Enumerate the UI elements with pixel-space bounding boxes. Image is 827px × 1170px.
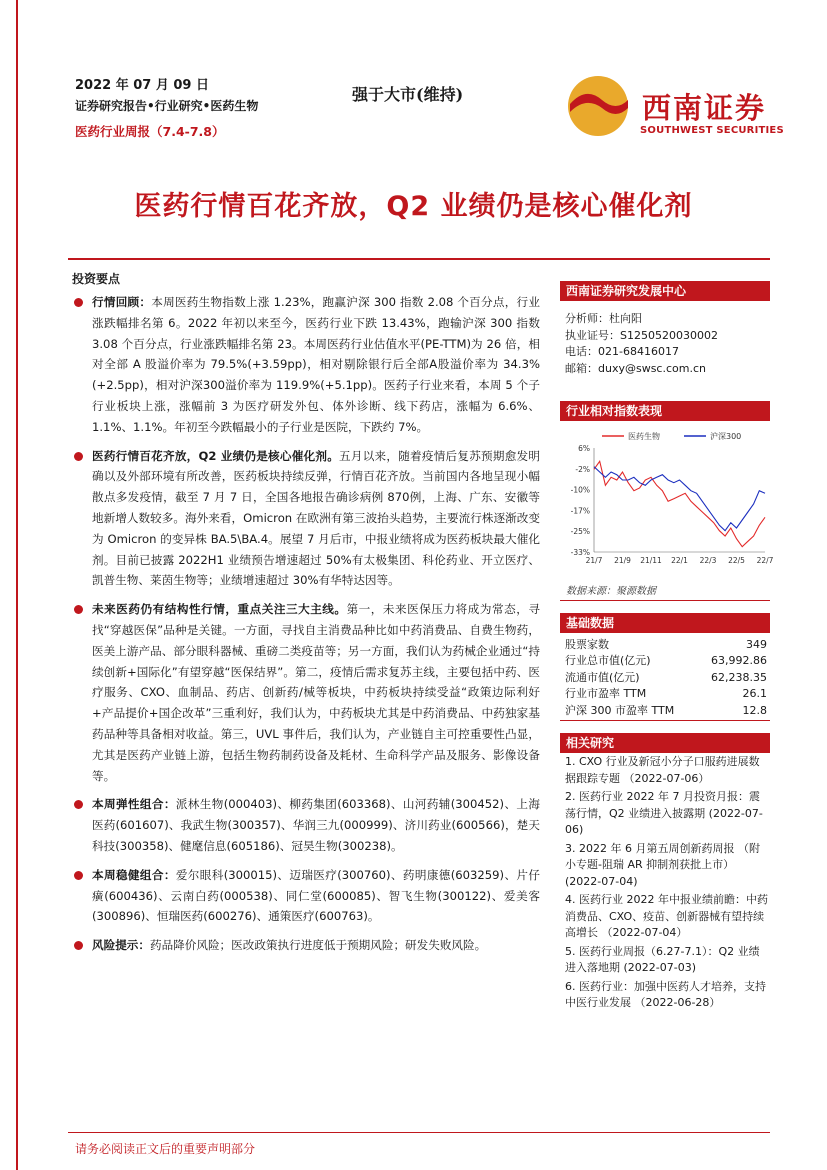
- legend-label: 医药生物: [628, 432, 660, 441]
- section-research-center: 西南证券研究发展中心: [560, 281, 770, 301]
- investment-points: [72, 292, 540, 964]
- point-lead: 行情回顾：: [92, 295, 152, 309]
- footer-divider: [68, 1132, 770, 1133]
- point-lead: 风险提示：: [92, 938, 150, 953]
- report-weekly: 医药行业周报（7.4-7.8）: [75, 124, 225, 139]
- x-tick-label: 21/7: [585, 556, 603, 565]
- point-risk: [72, 935, 540, 956]
- analyst-license: 执业证号：S1250520030002: [565, 328, 718, 342]
- section-divider: [560, 720, 770, 721]
- y-tick-label: 6%: [578, 444, 590, 453]
- row-label: 股票家数: [565, 638, 609, 651]
- point-lead: 医药行情百花齐放，Q2 业绩仍是核心催化剂。: [92, 448, 340, 463]
- row-label: 流通市值(亿元): [565, 670, 640, 684]
- row-value: 12.8: [742, 703, 767, 717]
- report-category: 证券研究报告•行业研究•医药生物: [75, 99, 259, 113]
- bullet-icon: [74, 941, 83, 950]
- row-label: 行业市盈率 TTM: [565, 687, 647, 701]
- report-title: 医药行情百花齐放，Q2 业绩仍是核心催化剂: [134, 191, 693, 222]
- point-market-review: [72, 292, 540, 438]
- series-line-pharma: [594, 461, 765, 546]
- bullet-icon: [74, 800, 83, 809]
- x-tick-label: 21/11: [640, 556, 662, 565]
- section-divider: [560, 600, 770, 601]
- table-row: [565, 637, 767, 653]
- section-basic-data: 基础数据: [560, 613, 770, 633]
- row-label: 沪深 300 市盈率 TTM: [565, 703, 675, 717]
- footer-disclaimer: 请务必阅读正文后的重要声明部分: [75, 1142, 256, 1156]
- related-research-list: [565, 754, 770, 1014]
- row-value: 349: [746, 638, 767, 651]
- table-row: [565, 703, 767, 719]
- x-tick-label: 21/9: [614, 556, 631, 565]
- section-heading-investment: 投资要点: [72, 272, 121, 286]
- point-text: 爱尔眼科(300015)、迈瑞医疗(300760)、药明康德(603259)、片仔癀(600436)、云南白药(000538)、同仁堂(600085)、智飞生物(300122)、爱美客(300896)、恒瑞医药(600276)、通策医疗(600763)。: [92, 867, 540, 924]
- y-tick-label: -25%: [570, 527, 590, 537]
- logo-text-en: SOUTHWEST SECURITIES: [640, 125, 784, 136]
- company-logo-icon: [566, 74, 630, 138]
- point-lead: 本周弹性组合：: [92, 797, 176, 812]
- basic-data-table: [565, 637, 767, 719]
- left-margin-line: [16, 0, 18, 1170]
- bullet-icon: [74, 452, 83, 461]
- point-elastic-portfolio: [72, 794, 540, 856]
- data-source: 数据来源：聚源数据: [566, 586, 656, 597]
- row-value: 63,992.86: [711, 654, 767, 668]
- related-item[interactable]: 4. 医药行业 2022 年中报业绩前瞻：中药消费品、CXO、疫苗、创新器械有望持续高增长 （2022-07-04）: [565, 893, 768, 939]
- table-row: [565, 686, 767, 702]
- point-lead: 未来医药仍有结构性行情，重点关注三大主线。: [92, 602, 347, 617]
- point-lead: 本周稳健组合：: [92, 867, 176, 882]
- analyst-email[interactable]: 邮箱：duxy@swsc.com.cn: [565, 361, 706, 375]
- point-text: 第一，未来医保压力将成为常态，寻找“穿越医保”品种是关键。一方面，寻找自主消费品种比如中药消费品、自费生物药，医美上游产品、部分眼科器械、重磅二类疫苗等；另一方面，我们认为药械企业通过“持续创新+国际化”有望穿越“医保结界”。第二，疫情后需求复苏主线，主要包括中药、医疗服务、CXO、血制品、药店、创新药/械等板块，中药板块持续受益“政策边际利好+产品提价+国企改革”三重利好，我们认为，中药板块尤其是中药消费品、中药独家基药品种等具备相对收益。第三，UVL 事件后，我们认为，产业链自主可控重要性凸显，尤其是医药产业链上游，包括生物药制药设备及耗材、生命科学产品及服务、影像设备等。: [92, 602, 540, 783]
- y-tick-label: -10%: [570, 485, 590, 495]
- y-tick-label: -2%: [575, 464, 590, 474]
- legend-label: 沪深300: [710, 432, 742, 441]
- point-stable-portfolio: [72, 865, 540, 927]
- point-catalyst: [72, 446, 540, 592]
- section-index-performance: 行业相对指数表现: [560, 401, 770, 421]
- row-value: 26.1: [742, 687, 767, 701]
- x-tick-label: 22/5: [728, 556, 745, 565]
- x-tick-label: 22/3: [699, 556, 717, 565]
- report-date: 2022 年 07 月 09 日: [75, 78, 209, 93]
- point-text: 五月以来，随着疫情后复苏预期愈发明确以及外部环境有所改善，医药板块持续反弹，行情百花齐放。当前国内各地呈现小幅散点多发疫情，截至 7 月 7 日，全国各地报告确诊病例 870例，上海、广东、安徽等地新增人数较多。海外来看，Omicron 在欧洲有第三波抬头趋势，主要流行株逐渐改变为 Omicron 的变异株 BA.5\BA.4。展望 7 月后市，中报业绩将成为医药板块最大催化剂。目前已披露 2022H1 业绩预告增速超过 50%有太极集团、科伦药业、开立医疗、凯普生物、莱茵生物等；业绩增速超过 30%有华特达因等。: [92, 448, 540, 588]
- title-divider: [68, 258, 770, 260]
- logo-text-cn: 西南证券: [642, 91, 767, 125]
- rating: 强于大市(维持): [352, 85, 464, 104]
- analyst-info: [565, 311, 718, 377]
- related-item[interactable]: 2. 医药行业 2022 年 7 月投资月报：震荡行情，Q2 业绩进入披露期 (2022-07-06): [565, 790, 763, 836]
- x-tick-label: 22/1: [671, 556, 688, 565]
- point-main-lines: [72, 599, 540, 786]
- point-text: 派林生物(000403)、柳药集团(603368)、山河药辅(300452)、上海医药(601607)、我武生物(300357)、华润三九(000999)、济川药业(600566)，楚天科技(300358)、健麾信息(605186)、冠昊生物(300238)。: [92, 797, 540, 853]
- analyst-name: 分析师：杜向阳: [565, 312, 642, 325]
- table-row: [565, 670, 767, 686]
- related-item[interactable]: 3. 2022 年 6 月第五周创新药周报 （附小专题-阻瑞 AR 抑制剂获批上市） (2022-07-04): [565, 841, 760, 888]
- analyst-phone: 电话：021-68416017: [565, 345, 679, 358]
- related-item[interactable]: 5. 医药行业周报（6.27-7.1）：Q2 业绩进入落地期 (2022-07-03): [565, 944, 760, 974]
- row-label: 行业总市值(亿元): [565, 654, 651, 668]
- bullet-icon: [74, 605, 83, 614]
- point-text: 药品降价风险；医改政策执行进度低于预期风险；研发失败风险。: [149, 938, 487, 953]
- relative-index-chart: [560, 430, 774, 575]
- y-tick-label: -33%: [570, 548, 590, 557]
- row-value: 62,238.35: [711, 670, 767, 684]
- y-tick-label: -17%: [570, 506, 590, 516]
- bullet-icon: [74, 871, 83, 880]
- table-row: [565, 653, 767, 669]
- point-text: 本周医药生物指数上涨 1.23%，跑赢沪深 300 指数 2.08 个百分点，行业涨跌幅排名第 6。2022 年初以来至今，医药行业下跌 13.43%，跑输沪深 300 指数 3.08 个百分点，行业涨跌幅排名第 23。本周医药行业估值水平(PE-TTM)为 26 倍，相对全部 A 股溢价率为 79.5%(+3.59pp)，相对剔除银行后全部A股溢价率为 34.3%(+2.5pp)，相对沪深300溢价率为 119.9%(+5.1pp)。医药子行业来看，本周 5 个子行业板块上涨，涨幅前 3 为医疗研发外包、体外诊断、线下药店，涨幅为 6.6%、1.1%、1.1%。年初至今跌幅最小的子行业是医院，下跌约 7%。: [92, 295, 540, 434]
- x-tick-label: 22/7: [756, 556, 774, 565]
- related-item[interactable]: 6. 医药行业：加强中医药人才培养，支持中医行业发展 （2022-06-28）: [565, 979, 766, 1009]
- section-related-research: 相关研究: [560, 733, 770, 753]
- bullet-icon: [74, 298, 83, 307]
- related-item[interactable]: 1. CXO 行业及新冠小分子口服药进展数据跟踪专题 （2022-07-06）: [565, 755, 760, 785]
